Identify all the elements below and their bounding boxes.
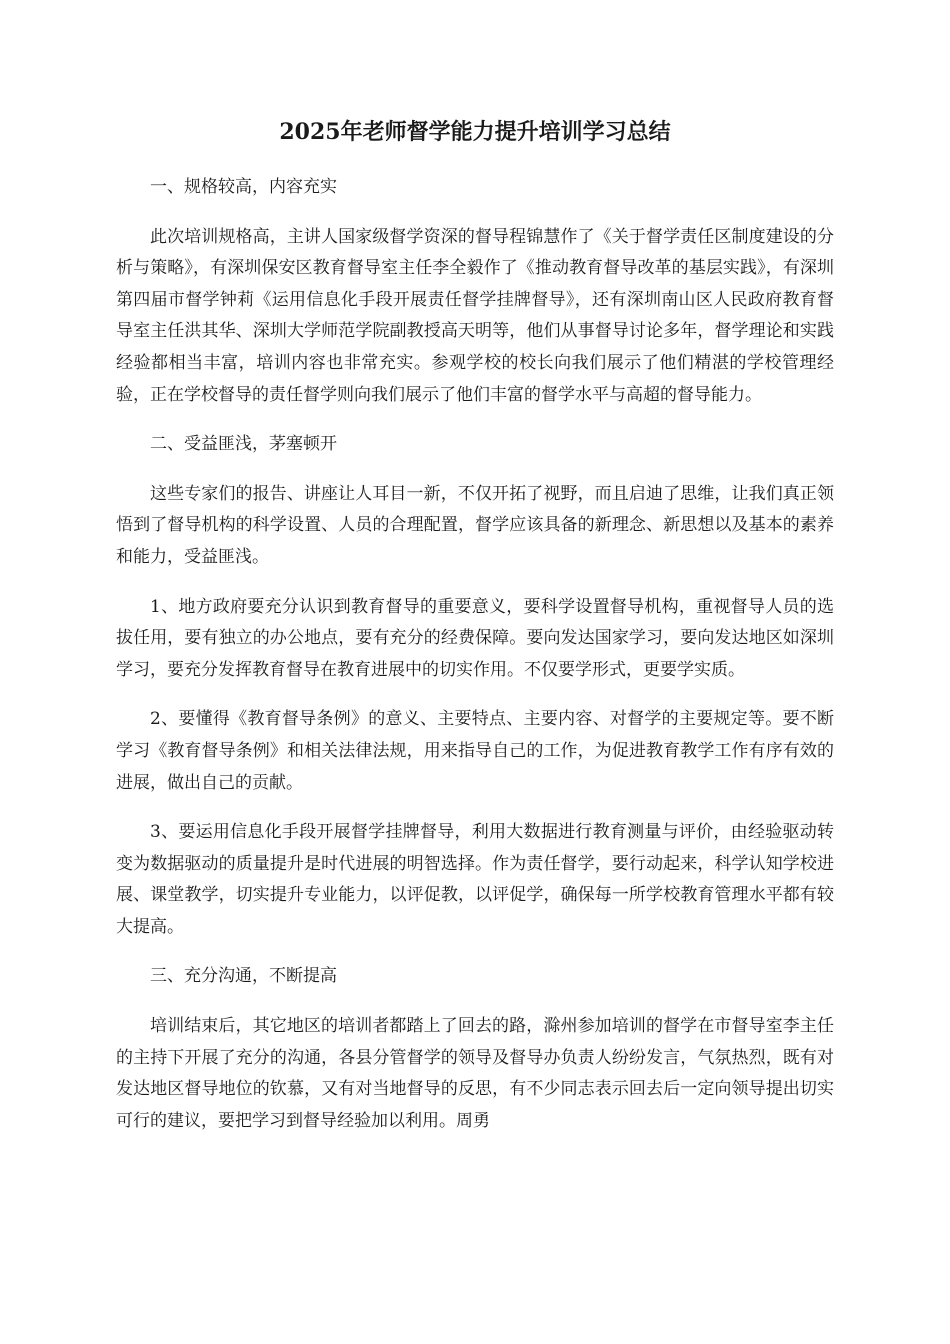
section-heading-2: 二、受益匪浅，茅塞顿开 [150, 434, 337, 455]
paragraph: 培训结束后，其它地区的培训者都踏上了回去的路，滁州参加培训的督学在市督导室李主任的主持下开展了充分的沟通，各县分管督学的领导及督导办负责人纷纷发言，气氛热烈，既有对发达地区督导地位的钦慕，又有对当地督导的反思，有不少同志表示回去后一定向领导提出切实可行的建议，要把学习到督导经验加以利用。周勇 [116, 1016, 834, 1131]
document-body [116, 172, 834, 1155]
paragraph: 此次培训规格高，主讲人国家级督学资深的督导程锦慧作了《关于督学责任区制度建设的分析与策略》，有深圳保安区教育督导室主任李全毅作了《推动教育督导改革的基层实践》，有深圳第四届市督学钟莉《运用信息化手段开展责任督学挂牌督导》，还有深圳南山区人民政府教育督导室主任洪其华、深圳大学师范学院副教授高天明等，他们从事督导讨论多年，督学理论和实践经验都相当丰富，培训内容也非常充实。参观学校的校长向我们展示了他们精湛的学校管理经验，正在学校督导的责任督学则向我们展示了他们丰富的督学水平与高超的督导能力。 [116, 226, 834, 405]
list-item-paragraph-1: 1、地方政府要充分认识到教育督导的重要意义，要科学设置督导机构，重视督导人员的选拔任用，要有独立的办公地点，要有充分的经费保障。要向发达国家学习，要向发达地区如深圳学习，要充分发挥教育督导在教育进展中的切实作用。不仅要学形式，更要学实质。 [116, 596, 834, 680]
list-item-paragraph-2: 2、要懂得《教育督导条例》的意义、主要特点、主要内容、对督学的主要规定等。要不断学习《教育督导条例》和相关法律法规，用来指导自己的工作，为促进教育教学工作有序有效的进展，做出自己的贡献。 [116, 709, 834, 793]
document-title: 2025年老师督学能力提升培训学习总结 [279, 119, 671, 145]
list-item-paragraph-3: 3、要运用信息化手段开展督学挂牌督导，利用大数据进行教育测量与评价，由经验驱动转变为数据驱动的质量提升是时代进展的明智选择。作为责任督学，要行动起来，科学认知学校进展、课堂教学，切实提升专业能力，以评促教，以评促学，确保每一所学校教育管理水平都有较大提高。 [116, 822, 834, 937]
paragraph: 这些专家们的报告、讲座让人耳目一新，不仅开拓了视野，而且启迪了思维，让我们真正领悟到了督导机构的科学设置、人员的合理配置，督学应该具备的新理念、新思想以及基本的素养和能力，受益匪浅。 [116, 483, 834, 567]
section-heading-3: 三、充分沟通，不断提高 [150, 966, 337, 987]
section-heading-1: 一、规格较高，内容充实 [150, 177, 337, 197]
